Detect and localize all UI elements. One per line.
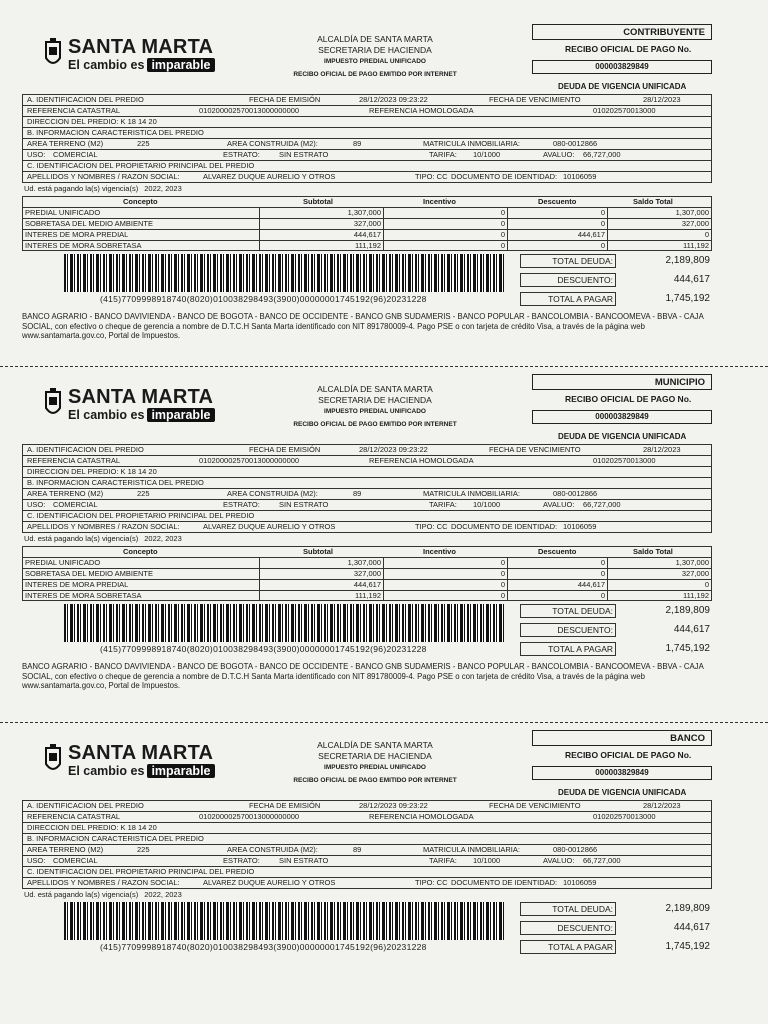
field-label: FECHA DE VENCIMIENTO	[489, 445, 581, 454]
col-saldo: Saldo Total	[633, 197, 673, 206]
logo	[44, 742, 234, 782]
concept-name: PREDIAL UNIFICADO	[25, 558, 101, 567]
concept-descuento: 0	[507, 208, 607, 218]
total-label: DESCUENTO:	[520, 273, 616, 287]
info-row	[22, 138, 712, 149]
col-subtotal: Subtotal	[303, 547, 333, 556]
field-value: 10106059	[563, 172, 597, 181]
field-label: MATRICULA INMOBILIARIA:	[423, 139, 520, 148]
coat-of-arms-icon	[44, 38, 62, 70]
total-line	[520, 273, 710, 288]
info-row	[22, 160, 712, 171]
vigencias-label: Ud. está pagando la(s) vigencia(s)	[24, 890, 139, 899]
field-label: DOCUMENTO DE IDENTIDAD:	[451, 522, 558, 531]
concept-row	[22, 240, 712, 251]
field-value: 28/12/2023 09:23:22	[359, 445, 428, 454]
concept-header	[22, 546, 712, 557]
concept-saldo: 111,192	[607, 591, 711, 601]
total-value: 2,189,809	[665, 255, 710, 266]
concept-saldo: 0	[607, 580, 711, 590]
field-value: 10/1000	[473, 150, 501, 159]
logo	[44, 36, 234, 76]
coat-of-arms-icon	[44, 388, 62, 420]
field-label: AREA TERRENO (M2)	[27, 489, 104, 498]
concept-descuento: 0	[507, 591, 607, 601]
info-row	[22, 94, 712, 105]
concept-incentivo: 0	[383, 230, 507, 240]
field-label: FECHA DE EMISIÓN	[249, 801, 321, 810]
field-label: DOCUMENTO DE IDENTIDAD:	[451, 878, 558, 887]
header-center	[250, 384, 500, 430]
field-label: MATRICULA INMOBILIARIA:	[423, 489, 520, 498]
field-value: 28/12/2023 09:23:22	[359, 801, 428, 810]
field-value: 080-0012866	[553, 489, 598, 498]
concept-descuento: 444,617	[507, 230, 607, 240]
concept-row	[22, 579, 712, 590]
logo	[44, 386, 234, 426]
recibo-number: 000003829849	[532, 766, 712, 780]
field-label: FECHA DE EMISIÓN	[249, 445, 321, 454]
concept-descuento: 0	[507, 569, 607, 579]
concept-row	[22, 557, 712, 568]
field-value: 28/12/2023	[643, 801, 681, 810]
total-line	[520, 254, 710, 269]
field-label: A. IDENTIFICACION DEL PREDIO	[27, 95, 144, 104]
total-value: 1,745,192	[665, 643, 710, 654]
col-incentivo: Incentivo	[423, 547, 456, 556]
col-concepto: Concepto	[123, 547, 158, 556]
info-row	[22, 866, 712, 877]
field-label: FECHA DE VENCIMIENTO	[489, 801, 581, 810]
brand-name: SANTA MARTA	[68, 742, 214, 764]
concept-subtotal: 111,192	[259, 241, 383, 251]
slogan-prefix: El cambio es	[68, 764, 145, 778]
brand-name: SANTA MARTA	[68, 386, 214, 408]
field-value: SIN ESTRATO	[279, 150, 329, 159]
vigencias-line	[24, 890, 182, 899]
info-row	[22, 171, 712, 182]
row-bottom-border	[22, 182, 712, 183]
total-line	[520, 604, 710, 619]
info-row	[22, 844, 712, 855]
field-label: TARIFA:	[429, 150, 457, 159]
concept-row	[22, 207, 712, 218]
field-label: REFERENCIA CATASTRAL	[27, 456, 121, 465]
concept-incentivo: 0	[383, 569, 507, 579]
info-row	[22, 477, 712, 488]
secretaria: SECRETARIA DE HACIENDA	[318, 751, 432, 761]
field-value: SIN ESTRATO	[279, 500, 329, 509]
concept-incentivo: 0	[383, 241, 507, 251]
info-row	[22, 444, 712, 455]
field-value: 89	[353, 139, 362, 148]
total-line	[520, 921, 710, 936]
field-label: APELLIDOS Y NOMBRES / RAZON SOCIAL:	[27, 878, 180, 887]
vigencias-label: Ud. está pagando la(s) vigencia(s)	[24, 534, 139, 543]
concept-row	[22, 218, 712, 229]
field-value: 225	[137, 139, 150, 148]
field-value: 080-0012866	[553, 139, 598, 148]
concept-name: PREDIAL UNIFICADO	[25, 208, 101, 217]
concept-name: SOBRETASA DEL MEDIO AMBIENTE	[25, 569, 153, 578]
total-line	[520, 940, 710, 955]
concept-incentivo: 0	[383, 219, 507, 229]
concept-subtotal: 444,617	[259, 580, 383, 590]
total-label: TOTAL A PAGAR	[520, 940, 616, 954]
field-label: ESTRATO:	[223, 150, 260, 159]
copy-label: CONTRIBUYENTE	[532, 24, 712, 40]
field-label: DIRECCION DEL PREDIO: K 18 14 20	[27, 823, 157, 832]
concept-descuento: 444,617	[507, 580, 607, 590]
concept-row	[22, 229, 712, 240]
slogan-prefix: El cambio es	[68, 408, 145, 422]
brand-name: SANTA MARTA	[68, 36, 214, 58]
total-line	[520, 623, 710, 638]
info-row	[22, 116, 712, 127]
banks-text: BANCO AGRARIO - BANCO DAVIVIENDA - BANCO DE BOGOTA - BANCO DE OCCIDENTE - BANCO GNB SUDAMERIS - BANCO POPULAR - BANCOLOMBIA - BANCOOMEVA - BBVA - CAJA SOCIAL, con efectivo o cheque de gerencia a nombre de D.T.C.H Santa Marta identificado con NIT 891780009-4. Pago PSE o con tarjeta de crédito Visa, a través de la página web www.santamarta.gov.co, Portal de Impuestos.	[22, 312, 704, 340]
vigencias-label: Ud. está pagando la(s) vigencia(s)	[24, 184, 139, 193]
total-value: 2,189,809	[665, 605, 710, 616]
total-value: 444,617	[673, 624, 710, 635]
field-label: AREA CONSTRUIDA (M2):	[227, 139, 318, 148]
recibo-number: 000003829849	[532, 410, 712, 424]
field-label: AVALUO:	[543, 500, 575, 509]
copy-label: BANCO	[532, 730, 712, 746]
field-label: USO:	[27, 856, 46, 865]
coat-of-arms-icon	[44, 744, 62, 776]
field-value: COMERCIAL	[53, 500, 98, 509]
slogan	[68, 408, 215, 422]
secretaria: SECRETARIA DE HACIENDA	[318, 45, 432, 55]
field-value: 010202570013000	[593, 812, 656, 821]
info-row	[22, 811, 712, 822]
field-value: 225	[137, 845, 150, 854]
field-value: 10106059	[563, 522, 597, 531]
info-row	[22, 521, 712, 532]
cut-line	[0, 722, 768, 723]
deuda-label: DEUDA DE VIGENCIA UNIFICADA	[558, 82, 687, 91]
field-label: REFERENCIA HOMOLOGADA	[369, 456, 474, 465]
total-label: TOTAL DEUDA:	[520, 254, 616, 268]
vigencias-value: 2022, 2023	[144, 534, 182, 543]
concept-incentivo: 0	[383, 208, 507, 218]
field-value: ALVAREZ DUQUE AURELIO Y OTROS	[203, 878, 336, 887]
field-label: FECHA DE EMISIÓN	[249, 95, 321, 104]
info-row	[22, 127, 712, 138]
field-label: AREA TERRENO (M2)	[27, 845, 104, 854]
concept-row	[22, 568, 712, 579]
info-row	[22, 800, 712, 811]
concept-descuento: 0	[507, 219, 607, 229]
field-value: 010200002570013000000000	[199, 456, 300, 465]
info-row	[22, 105, 712, 116]
concept-subtotal: 327,000	[259, 569, 383, 579]
slogan-prefix: El cambio es	[68, 58, 145, 72]
impuesto: IMPUESTO PREDIAL UNIFICADO	[324, 58, 426, 65]
barcode	[64, 902, 504, 940]
concept-subtotal: 1,307,000	[259, 558, 383, 568]
field-value: COMERCIAL	[53, 150, 98, 159]
concept-saldo: 1,307,000	[607, 208, 711, 218]
concept-saldo: 1,307,000	[607, 558, 711, 568]
info-row	[22, 455, 712, 466]
vigencias-line	[24, 184, 182, 193]
field-value: 10/1000	[473, 500, 501, 509]
field-label: TARIFA:	[429, 856, 457, 865]
field-label: DIRECCION DEL PREDIO: K 18 14 20	[27, 117, 157, 126]
slogan-emph: imparable	[147, 408, 214, 422]
total-label: TOTAL A PAGAR	[520, 642, 616, 656]
field-value: ALVAREZ DUQUE AURELIO Y OTROS	[203, 172, 336, 181]
field-value: 89	[353, 845, 362, 854]
field-label: REFERENCIA CATASTRAL	[27, 106, 121, 115]
field-value: 010200002570013000000000	[199, 812, 300, 821]
emitido: RECIBO OFICIAL DE PAGO EMITIDO POR INTERNET	[293, 71, 457, 78]
receipt-copy	[0, 377, 768, 720]
alcaldia: ALCALDÍA DE SANTA MARTA	[317, 34, 433, 44]
field-label: TIPO: CC	[415, 172, 448, 181]
concept-saldo: 327,000	[607, 569, 711, 579]
total-line	[520, 642, 710, 657]
vigencias-value: 2022, 2023	[144, 184, 182, 193]
barcode	[64, 604, 504, 642]
banks-text: BANCO AGRARIO - BANCO DAVIVIENDA - BANCO DE BOGOTA - BANCO DE OCCIDENTE - BANCO GNB SUDAMERIS - BANCO POPULAR - BANCOLOMBIA - BANCOOMEVA - BBVA - CAJA SOCIAL, con efectivo o cheque de gerencia a nombre de D.T.C.H Santa Marta identificado con NIT 891780009-4. Pago PSE o con tarjeta de crédito Visa, a través de la página web www.santamarta.gov.co, Portal de Impuestos.	[22, 662, 704, 690]
field-label: AREA CONSTRUIDA (M2):	[227, 489, 318, 498]
total-label: TOTAL A PAGAR	[520, 292, 616, 306]
alcaldia: ALCALDÍA DE SANTA MARTA	[317, 740, 433, 750]
emitido: RECIBO OFICIAL DE PAGO EMITIDO POR INTERNET	[293, 777, 457, 784]
concept-saldo: 0	[607, 230, 711, 240]
field-value: 28/12/2023	[643, 95, 681, 104]
field-label: B. INFORMACION CARACTERISTICA DEL PREDIO	[27, 478, 204, 487]
info-row	[22, 877, 712, 888]
field-value: 89	[353, 489, 362, 498]
concept-subtotal: 1,307,000	[259, 208, 383, 218]
col-incentivo: Incentivo	[423, 197, 456, 206]
concept-name: INTERES DE MORA PREDIAL	[25, 230, 129, 239]
total-value: 1,745,192	[665, 293, 710, 304]
recibo-number: 000003829849	[532, 60, 712, 74]
concept-descuento: 0	[507, 241, 607, 251]
info-row	[22, 510, 712, 521]
row-bottom-border	[22, 888, 712, 889]
info-row	[22, 833, 712, 844]
field-label: USO:	[27, 500, 46, 509]
field-value: 10106059	[563, 878, 597, 887]
concept-incentivo: 0	[383, 558, 507, 568]
field-value: SIN ESTRATO	[279, 856, 329, 865]
field-value: 080-0012866	[553, 845, 598, 854]
field-label: C. IDENTIFICACION DEL PROPIETARIO PRINCIPAL DEL PREDIO	[27, 161, 255, 170]
total-value: 1,745,192	[665, 941, 710, 952]
field-label: REFERENCIA HOMOLOGADA	[369, 812, 474, 821]
field-value: 225	[137, 489, 150, 498]
header-center	[250, 34, 500, 80]
info-row	[22, 822, 712, 833]
field-label: TIPO: CC	[415, 522, 448, 531]
concept-subtotal: 444,617	[259, 230, 383, 240]
slogan	[68, 58, 215, 72]
impuesto: IMPUESTO PREDIAL UNIFICADO	[324, 764, 426, 771]
barcode-text: (415)7709998918740(8020)010038298493(3900)00000001745192(96)20231228	[100, 294, 427, 304]
field-value: 010202570013000	[593, 106, 656, 115]
field-value: 66,727,000	[583, 500, 621, 509]
deuda-label: DEUDA DE VIGENCIA UNIFICADA	[558, 432, 687, 441]
receipt-copy	[0, 27, 768, 370]
concept-table	[22, 546, 712, 601]
total-value: 444,617	[673, 922, 710, 933]
field-label: A. IDENTIFICACION DEL PREDIO	[27, 801, 144, 810]
total-label: DESCUENTO:	[520, 921, 616, 935]
slogan	[68, 764, 215, 778]
concept-name: INTERES DE MORA PREDIAL	[25, 580, 129, 589]
field-label: TIPO: CC	[415, 878, 448, 887]
recibo-label: RECIBO OFICIAL DE PAGO No.	[565, 394, 692, 404]
receipt-copy	[0, 733, 768, 1024]
concept-incentivo: 0	[383, 591, 507, 601]
field-label: A. IDENTIFICACION DEL PREDIO	[27, 445, 144, 454]
total-label: TOTAL DEUDA:	[520, 902, 616, 916]
col-saldo: Saldo Total	[633, 547, 673, 556]
concept-descuento: 0	[507, 558, 607, 568]
field-label: B. INFORMACION CARACTERISTICA DEL PREDIO	[27, 128, 204, 137]
field-value: 66,727,000	[583, 150, 621, 159]
col-concepto: Concepto	[123, 197, 158, 206]
slogan-emph: imparable	[147, 58, 214, 72]
field-value: ALVAREZ DUQUE AURELIO Y OTROS	[203, 522, 336, 531]
info-row	[22, 466, 712, 477]
concept-subtotal: 327,000	[259, 219, 383, 229]
field-label: TARIFA:	[429, 500, 457, 509]
field-label: USO:	[27, 150, 46, 159]
total-line	[520, 292, 710, 307]
header-center	[250, 740, 500, 786]
field-label: AVALUO:	[543, 856, 575, 865]
field-label: ESTRATO:	[223, 500, 260, 509]
field-label: AREA TERRENO (M2)	[27, 139, 104, 148]
field-value: 28/12/2023 09:23:22	[359, 95, 428, 104]
field-label: C. IDENTIFICACION DEL PROPIETARIO PRINCIPAL DEL PREDIO	[27, 867, 255, 876]
field-value: 010202570013000	[593, 456, 656, 465]
concept-row	[22, 590, 712, 601]
deuda-label: DEUDA DE VIGENCIA UNIFICADA	[558, 788, 687, 797]
concept-name: SOBRETASA DEL MEDIO AMBIENTE	[25, 219, 153, 228]
concept-table	[22, 196, 712, 251]
field-label: AREA CONSTRUIDA (M2):	[227, 845, 318, 854]
copy-label: MUNICIPIO	[532, 374, 712, 390]
vigencias-line	[24, 534, 182, 543]
concept-name: INTERES DE MORA SOBRETASA	[25, 241, 142, 250]
field-label: ESTRATO:	[223, 856, 260, 865]
total-value: 444,617	[673, 274, 710, 285]
info-row	[22, 149, 712, 160]
concept-saldo: 111,192	[607, 241, 711, 251]
barcode	[64, 254, 504, 292]
field-value: 010200002570013000000000	[199, 106, 300, 115]
barcode-text: (415)7709998918740(8020)010038298493(3900)00000001745192(96)20231228	[100, 942, 427, 952]
total-label: DESCUENTO:	[520, 623, 616, 637]
recibo-label: RECIBO OFICIAL DE PAGO No.	[565, 750, 692, 760]
field-label: B. INFORMACION CARACTERISTICA DEL PREDIO	[27, 834, 204, 843]
total-label: TOTAL DEUDA:	[520, 604, 616, 618]
col-descuento: Descuento	[538, 197, 577, 206]
emitido: RECIBO OFICIAL DE PAGO EMITIDO POR INTERNET	[293, 421, 457, 428]
vigencias-value: 2022, 2023	[144, 890, 182, 899]
concept-header	[22, 196, 712, 207]
row-bottom-border	[22, 532, 712, 533]
info-row	[22, 488, 712, 499]
total-line	[520, 902, 710, 917]
col-descuento: Descuento	[538, 547, 577, 556]
impuesto: IMPUESTO PREDIAL UNIFICADO	[324, 408, 426, 415]
field-label: FECHA DE VENCIMIENTO	[489, 95, 581, 104]
field-value: 10/1000	[473, 856, 501, 865]
concept-subtotal: 111,192	[259, 591, 383, 601]
field-label: REFERENCIA HOMOLOGADA	[369, 106, 474, 115]
info-row	[22, 855, 712, 866]
total-value: 2,189,809	[665, 903, 710, 914]
field-label: MATRICULA INMOBILIARIA:	[423, 845, 520, 854]
field-label: REFERENCIA CATASTRAL	[27, 812, 121, 821]
secretaria: SECRETARIA DE HACIENDA	[318, 395, 432, 405]
info-row	[22, 499, 712, 510]
concept-name: INTERES DE MORA SOBRETASA	[25, 591, 142, 600]
field-label: AVALUO:	[543, 150, 575, 159]
alcaldia: ALCALDÍA DE SANTA MARTA	[317, 384, 433, 394]
field-value: 66,727,000	[583, 856, 621, 865]
field-label: APELLIDOS Y NOMBRES / RAZON SOCIAL:	[27, 522, 180, 531]
slogan-emph: imparable	[147, 764, 214, 778]
concept-incentivo: 0	[383, 580, 507, 590]
barcode-text: (415)7709998918740(8020)010038298493(3900)00000001745192(96)20231228	[100, 644, 427, 654]
cut-line	[0, 366, 768, 367]
field-label: APELLIDOS Y NOMBRES / RAZON SOCIAL:	[27, 172, 180, 181]
concept-saldo: 327,000	[607, 219, 711, 229]
field-label: DOCUMENTO DE IDENTIDAD:	[451, 172, 558, 181]
col-subtotal: Subtotal	[303, 197, 333, 206]
recibo-label: RECIBO OFICIAL DE PAGO No.	[565, 44, 692, 54]
field-label: C. IDENTIFICACION DEL PROPIETARIO PRINCIPAL DEL PREDIO	[27, 511, 255, 520]
field-label: DIRECCION DEL PREDIO: K 18 14 20	[27, 467, 157, 476]
field-value: 28/12/2023	[643, 445, 681, 454]
field-value: COMERCIAL	[53, 856, 98, 865]
